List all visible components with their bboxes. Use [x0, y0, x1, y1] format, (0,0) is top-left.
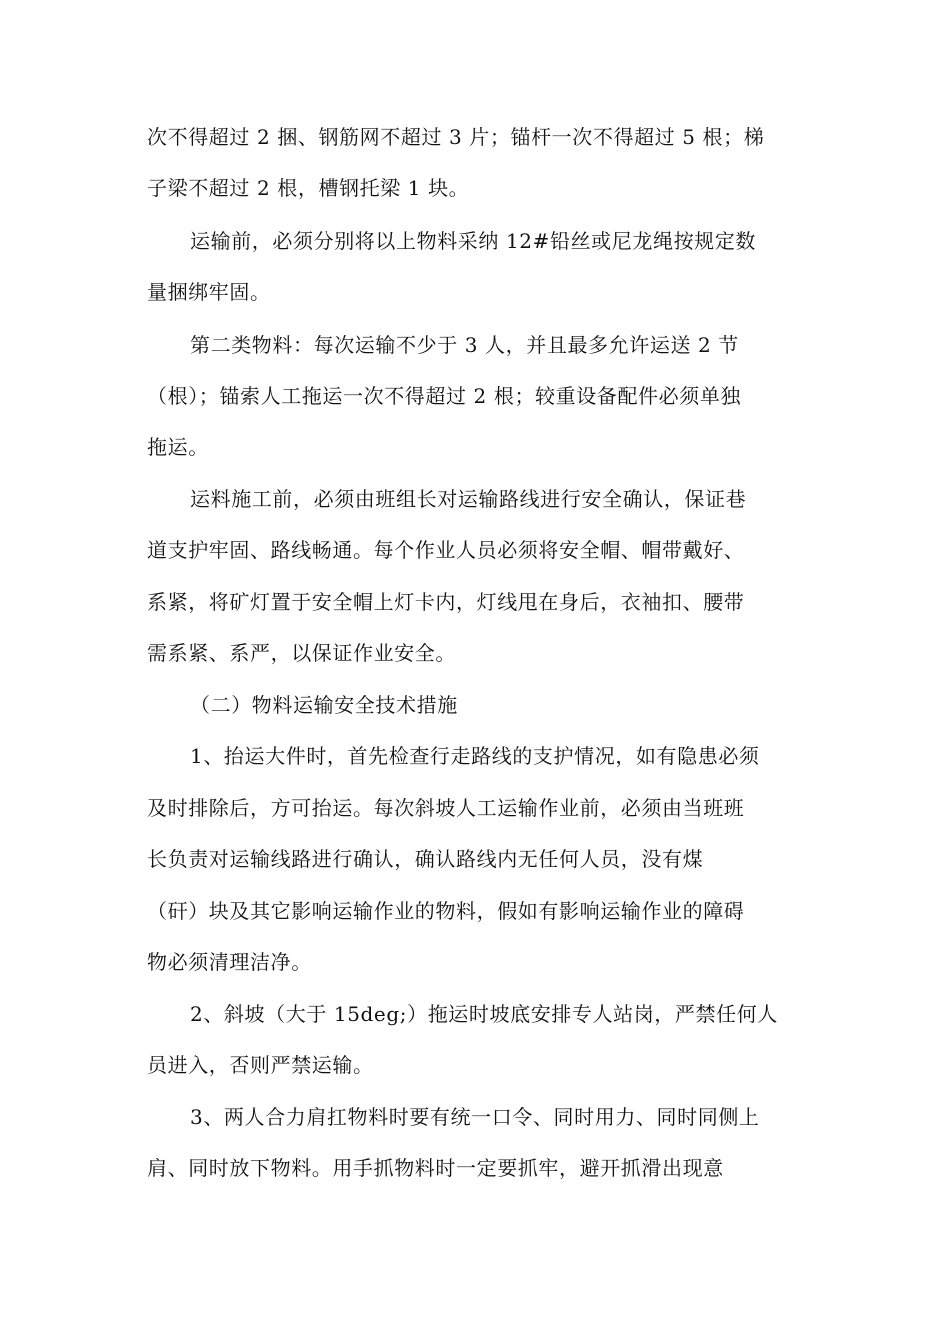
text-line: 肩、同时放下物料。用手抓物料时一定要抓牢，避开抓滑出现意	[147, 1156, 724, 1180]
text-line: 道支护牢固、路线畅通。每个作业人员必须将安全帽、帽带戴好、	[147, 538, 745, 562]
text-line: 运料施工前，必须由班组长对运输路线进行安全确认，保证巷	[190, 487, 747, 511]
text-line: 员进入，否则严禁运输。	[147, 1053, 374, 1077]
text-line: 物必须清理洁净。	[147, 950, 312, 974]
text-line: 及时排除后，方可抬运。每次斜坡人工运输作业前，必须由当班班	[147, 796, 745, 820]
text-line: 运输前，必须分别将以上物料采纳 12#铅丝或尼龙绳按规定数	[190, 229, 756, 253]
text-line: 1、抬运大件时，首先检查行走路线的支护情况，如有隐患必须	[190, 744, 760, 768]
text-line: 系紧，将矿灯置于安全帽上灯卡内，灯线甩在身后，衣袖扣、腰带	[147, 590, 745, 614]
section-heading: （二）物料运输安全技术措施	[190, 693, 458, 717]
text-line: 次不得超过 2 捆、钢筋网不超过 3 片；锚杆一次不得超过 5 根；梯	[147, 125, 765, 149]
text-line: 第二类物料：每次运输不少于 3 人，并且最多允许运送 2 节	[190, 333, 739, 357]
text-line: 子梁不超过 2 根，槽钢托梁 1 块。	[147, 176, 470, 200]
text-line: （根）；锚索人工拖运一次不得超过 2 根；较重设备配件必须单独	[147, 384, 742, 408]
text-line: 需系紧、系严，以保证作业安全。	[147, 641, 456, 665]
text-line: 2、斜坡（大于 15deg;）拖运时坡底安排专人站岗，严禁任何人	[190, 1002, 778, 1026]
text-line: 拖运。	[147, 435, 209, 459]
text-line: 量捆绑牢固。	[147, 280, 271, 304]
text-line: （矸）块及其它影响运输作业的物料，假如有影响运输作业的障碍	[147, 899, 745, 923]
text-line: 3、两人合力肩扛物料时要有统一口令、同时用力、同时同侧上	[190, 1105, 760, 1129]
text-line: 长负责对运输线路进行确认，确认路线内无任何人员，没有煤	[147, 847, 704, 871]
